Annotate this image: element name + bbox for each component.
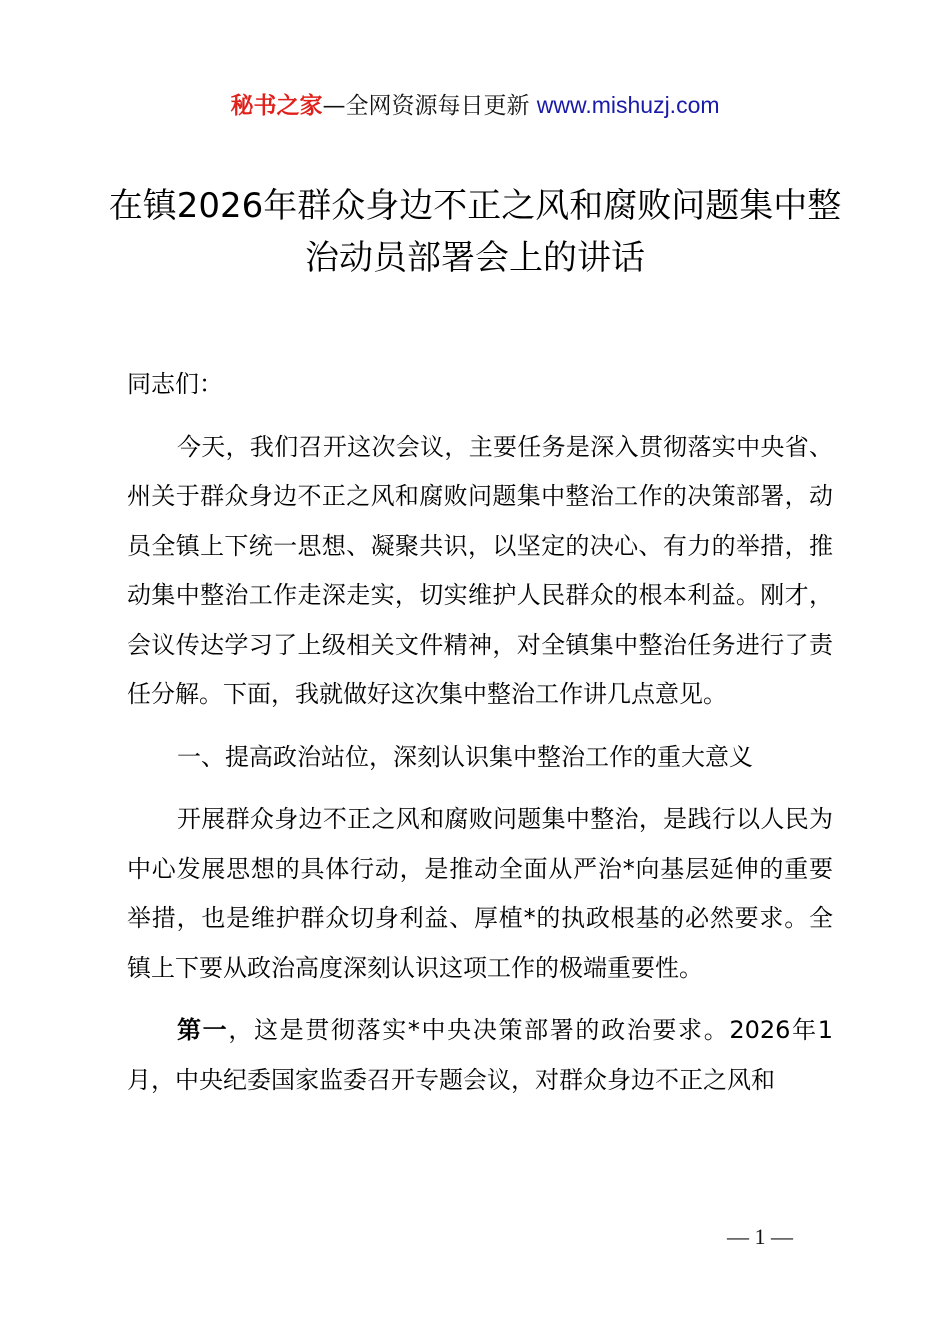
point-1-paragraph xyxy=(127,1006,833,1105)
section-1-paragraph: 开展群众身边不正之风和腐败问题集中整治，是践行以人民为中心发展思想的具体行动，是推动全面从严治*向基层延伸的重要举措，也是维护群众切身利益、厚植*的执政根基的必然要求。全镇上下要从政治高度深刻认识这项工作的极端重要性。 xyxy=(127,805,833,982)
site-url-link[interactable]: www.mishuzj.com xyxy=(536,92,720,118)
document-body xyxy=(127,360,833,1105)
section-heading-1: 一、提高政治站位，深刻认识集中整治工作的重大意义 xyxy=(177,742,753,771)
point-1-text: ，这是贯彻落实*中央决策部署的政治要求。2026年1月，中央纪委国家监委召开专题会议，对群众身边不正之风和 xyxy=(127,1016,833,1094)
point-1-lead: 第一 xyxy=(177,1016,229,1044)
header-tagline: —全网资源每日更新 xyxy=(322,93,530,119)
document-title: 在镇2026年群众身边不正之风和腐败问题集中整治动员部署会上的讲话 xyxy=(108,186,842,278)
brand-name: 秘书之家 xyxy=(230,93,323,119)
intro-paragraph: 今天，我们召开这次会议，主要任务是深入贯彻落实中央省、州关于群众身边不正之风和腐败问题集中整治工作的决策部署，动员全镇上下统一思想、凝聚共识，以坚定的决心、有力的举措，推动集中整治工作走深走实，切实维护人民群众的根本利益。刚才，会议传达学习了上级相关文件精神，对全镇集中整治任务进行了责任分解。下面，我就做好这次集中整治工作讲几点意见。 xyxy=(127,432,833,708)
page-number: — 1 — xyxy=(727,1224,793,1249)
salutation: 同志们： xyxy=(127,370,223,398)
site-header xyxy=(0,88,950,123)
